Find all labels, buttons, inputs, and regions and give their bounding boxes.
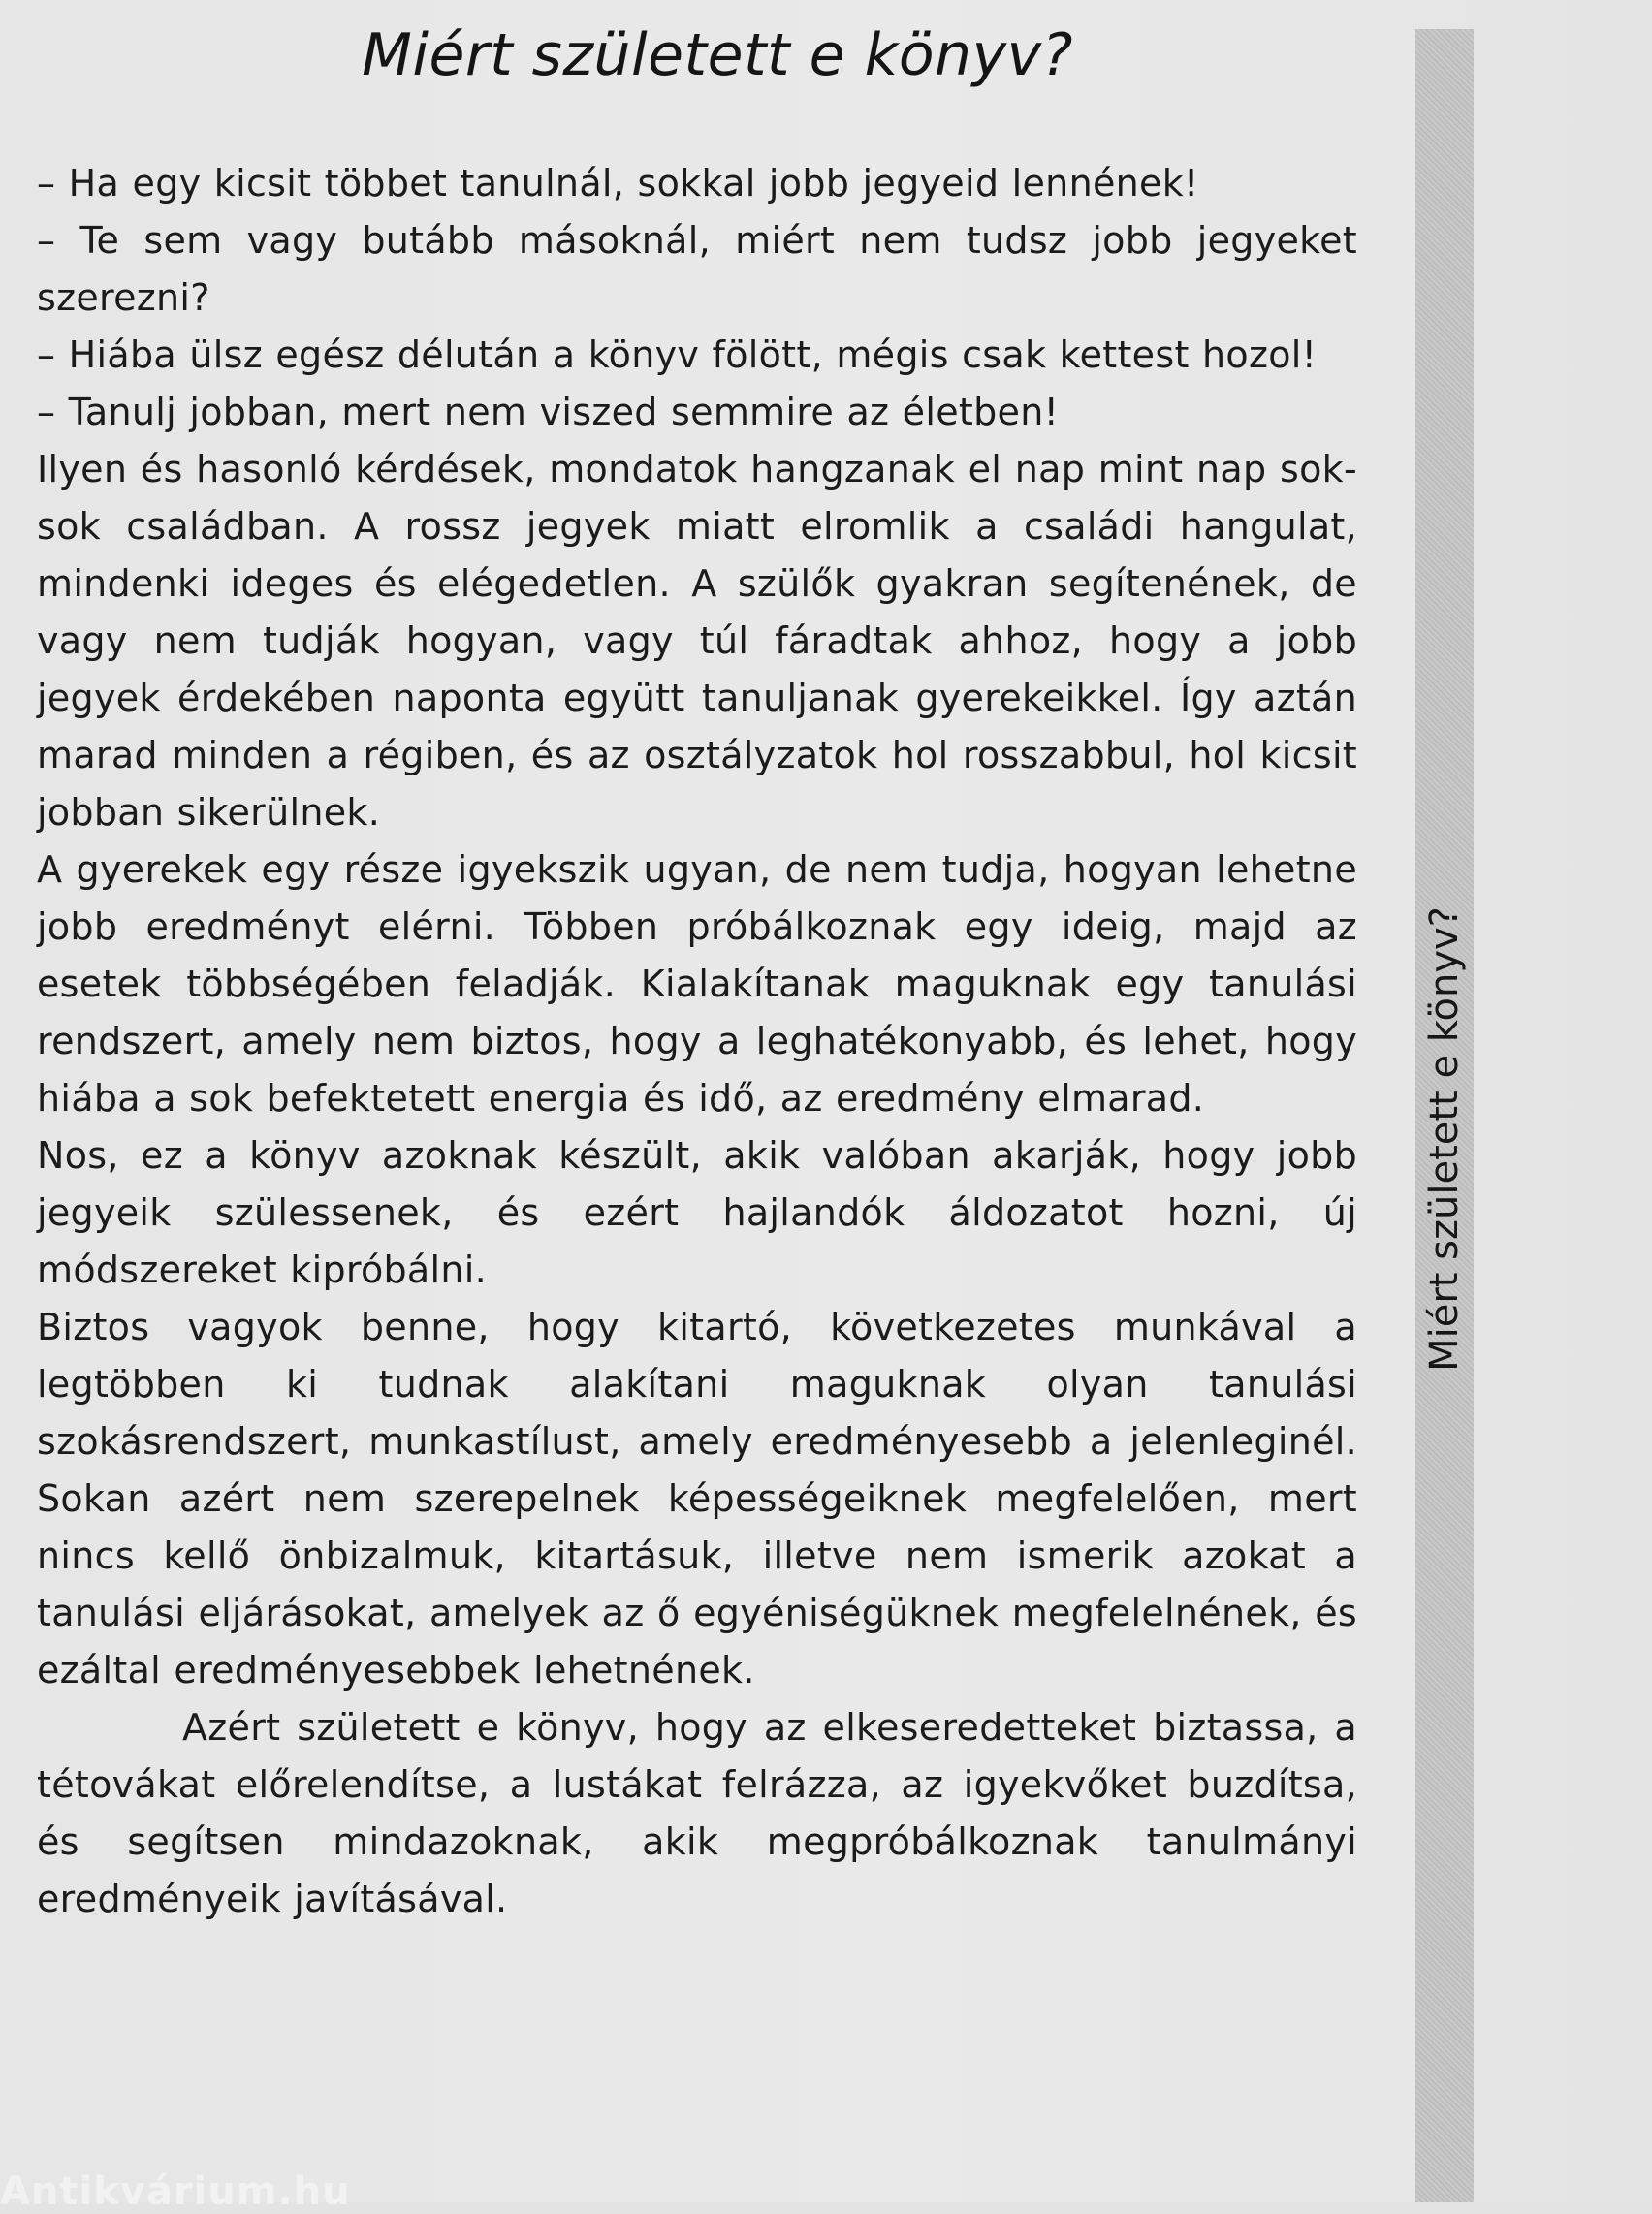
dialogue-line-2: – Te sem vagy butább másoknál, miért nem tudsz jobb jegyeket szerezni? [37,219,1357,319]
watermark: Antikvárium.hu [0,2169,351,2214]
side-tab-label-text: Miért született e könyv? [1422,906,1467,1372]
dialogue-line-1: – Ha egy kicsit többet tanulnál, sokkal jobb jegyeid lennének! [37,162,1199,205]
body-text [37,155,1357,1928]
paragraph-5: Azért született e könyv, hogy az elkeseredetteket biztassa, a tétovákat előrelendítse, a lustákat felrázza, az igyekvőket buzdítsa, és segítsen mindazoknak, akik megpróbálkoznak tanulmányi eredményeik javításával. [37,1706,1357,1920]
page-title: Miért született e könyv? [362,21,1073,89]
paragraph-3: Nos, ez a könyv azoknak készült, akik valóban akarják, hogy jobb jegyeik szülessenek, és ezért hajlandók áldozatot hozni, új módszereket kipróbálni. [37,1134,1357,1291]
dialogue-line-4: – Tanulj jobban, mert nem viszed semmire az életben! [37,391,1060,433]
paragraph-1: Ilyen és hasonló kérdések, mondatok hangzanak el nap mint nap sok-sok családban. A rossz jegyek miatt elromlik a családi hangulat, mindenki ideges és elégedetlen. A szülők gyakran segítenének, de vagy nem tudják hogyan, vagy túl fáradtak ahhoz, hogy a jobb jegyek érdekében naponta együtt tanuljanak gyerekeikkel. Így aztán marad minden a régiben, és az osztályzatok hol rosszabbul, hol kicsit jobban sikerülnek. [37,448,1357,834]
dialogue-line-3: – Hiába ülsz egész délután a könyv fölött, mégis csak kettest hozol! [37,333,1318,376]
paragraph-4: Biztos vagyok benne, hogy kitartó, következetes munkával a legtöbben ki tudnak alakítani maguknak olyan tanulási szokásrendszert, munkastílust, amely eredményesebb a jelenleginél. Sokan azért nem szerepelnek képességeiknek megfelelően, mert nincs kellő önbizalmuk, kitartásuk, illetve nem ismerik azokat a tanulási eljárásokat, amelyek az ő egyéniségüknek megfelelnének, és ezáltal eredményesebbek lehetnének. [37,1306,1357,1692]
paragraph-2: A gyerekek egy része igyekszik ugyan, de nem tudja, hogyan lehetne jobb eredményt elérni. Többen próbálkoznak egy ideig, majd az esetek többségében feladják. Kialakítanak maguknak egy tanulási rendszert, amely nem biztos, hogy a leghatékonyabb, és lehet, hogy hiába a sok befektetett energia és idő, az eredmény elmarad. [37,848,1357,1120]
